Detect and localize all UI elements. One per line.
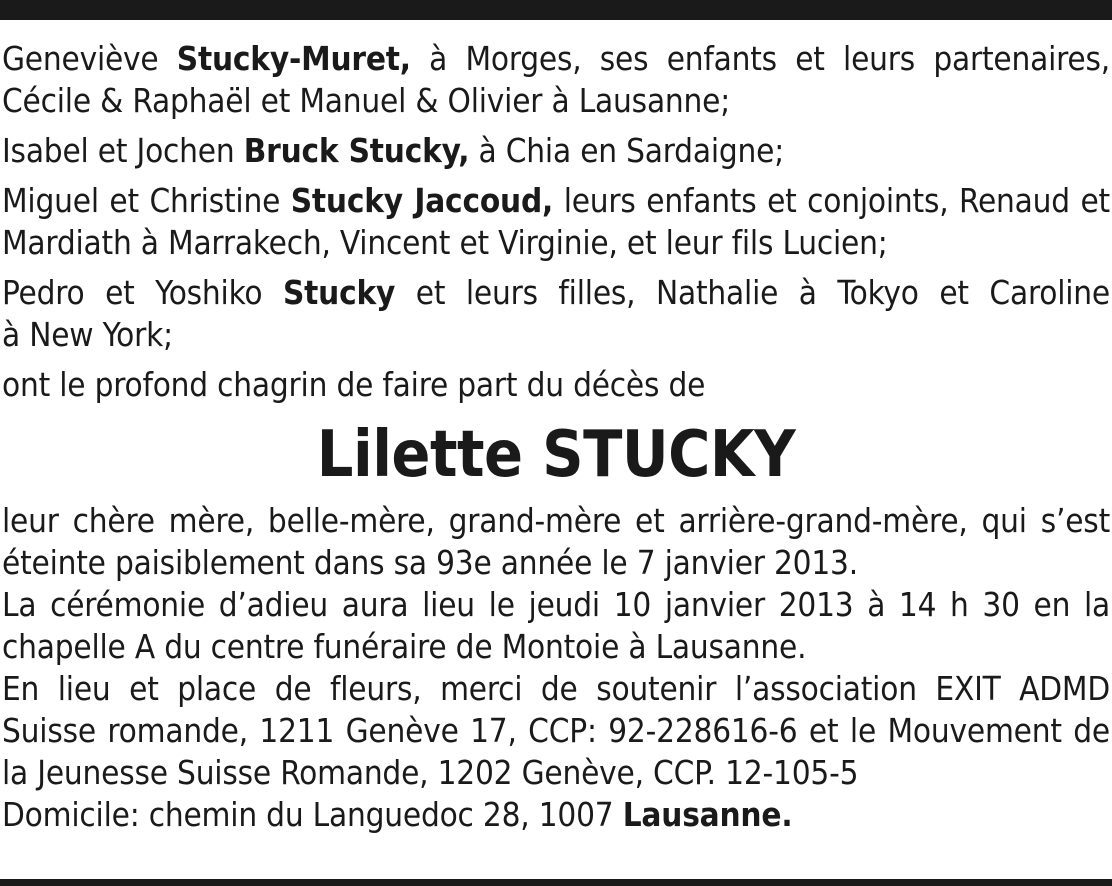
obituary-notice — [2, 38, 1110, 836]
body-line: leur chère mère, belle-mère, grand-mère et arrière-grand-mère, qui s’est — [2, 501, 1110, 540]
family-surname: Stucky Jaccoud, — [290, 181, 554, 220]
family-line: Pedro et Yoshiko Stucky et leurs filles, Nathalie à Tokyo et Caroline — [2, 273, 1110, 312]
body-line: En lieu et place de fleurs, merci de soutenir l’association EXIT ADMD — [2, 669, 1110, 708]
family-line: à New York; — [2, 315, 173, 354]
bottom-rule — [0, 879, 1112, 886]
family-surname: Stucky-Muret, — [176, 39, 411, 78]
family-line: Miguel et Christine Stucky Jaccoud, leurs enfants et conjoints, Renaud et — [2, 181, 1110, 220]
announcement-text: ont le profond chagrin de faire part du décès de — [2, 365, 706, 404]
family-line: Isabel et Jochen Bruck Stucky, à Chia en Sardaigne; — [2, 131, 785, 170]
domicile-city: Lausanne. — [622, 795, 793, 834]
family-line: Cécile & Raphaël et Manuel & Olivier à Lausanne; — [2, 81, 731, 120]
top-rule — [0, 0, 1112, 20]
family-surname: Stucky — [282, 273, 396, 312]
body-line: La cérémonie d’adieu aura lieu le jeudi 10 janvier 2013 à 14 h 30 en la — [2, 585, 1110, 624]
body-line: la Jeunesse Suisse Romande, 1202 Genève, CCP. 12-105-5 — [2, 753, 859, 792]
deceased-name: Lilette STUCKY — [316, 418, 796, 492]
domicile-line: Domicile: chemin du Languedoc 28, 1007 Lausanne. — [2, 795, 793, 834]
body-line: chapelle A du centre funéraire de Montoie à Lausanne. — [2, 627, 807, 666]
family-line: Geneviève Stucky-Muret, à Morges, ses enfants et leurs partenaires, — [2, 39, 1110, 78]
family-surname: Bruck Stucky, — [243, 131, 470, 170]
body-line: Suisse romande, 1211 Genève 17, CCP: 92-228616-6 et le Mouvement de — [2, 711, 1110, 750]
body-line: éteinte paisiblement dans sa 93e année le 7 janvier 2013. — [2, 543, 858, 582]
family-line: Mardiath à Marrakech, Vincent et Virginie, et leur fils Lucien; — [2, 223, 888, 262]
